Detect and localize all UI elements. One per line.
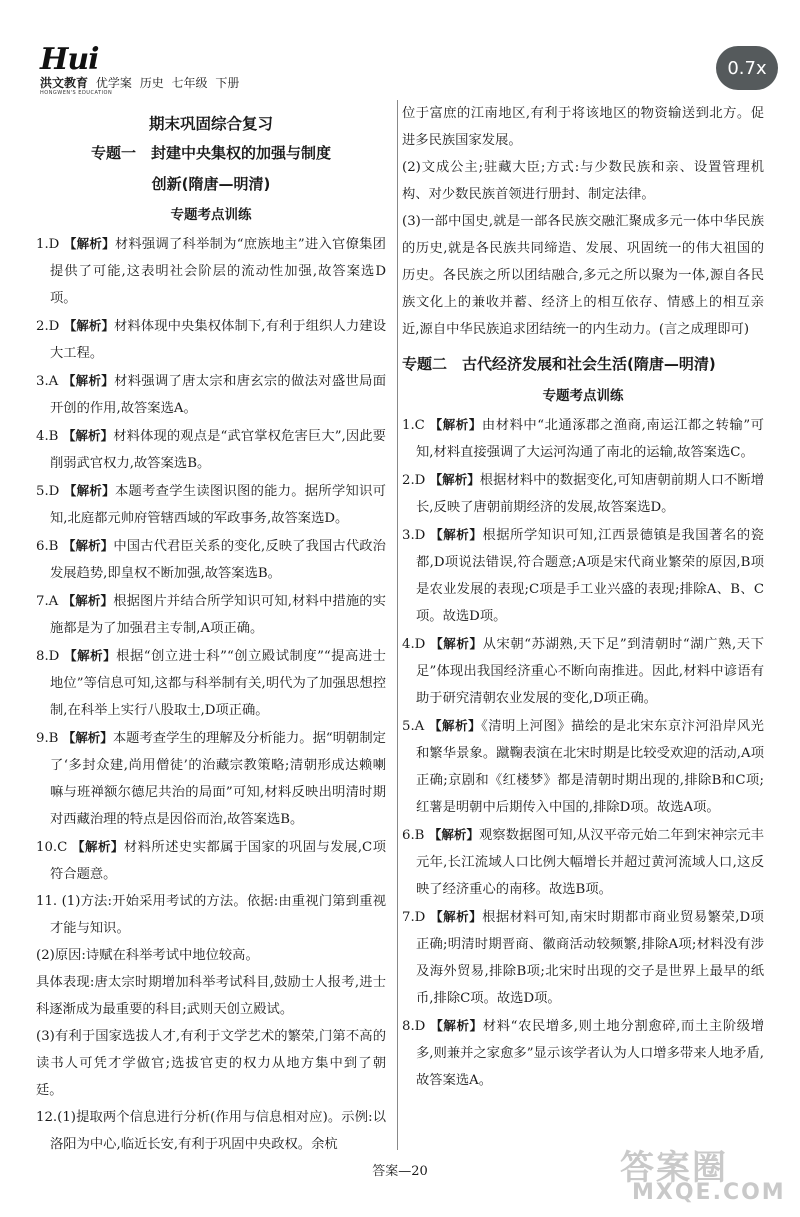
page-footer: 答案—20 <box>372 1164 428 1179</box>
answer-12-part1-cont: 位于富庶的江南地区,有利于将该地区的物资输送到北方。促进多民族国家发展。 <box>402 106 764 148</box>
left-answer-item <box>36 312 386 367</box>
analysis-tag: 【解析】 <box>63 483 115 498</box>
answer-number: 8.D <box>402 1019 426 1034</box>
answer-text: 从宋朝“苏湖熟,天下足”到清朝时“湖广熟,天下足”体现出我国经济重心不断向南推进。因此,材料中谚语有助于研究清朝农业发展的变化,D项正确。 <box>416 637 764 706</box>
analysis-tag: 【解析】 <box>430 527 483 542</box>
answer-number: 2.D <box>36 319 60 334</box>
answer-number: 9.B <box>36 731 59 746</box>
topic2-subtitle: 专题考点训练 <box>542 388 624 404</box>
analysis-tag: 【解析】 <box>430 636 483 651</box>
subject: 历史 <box>139 76 164 90</box>
right-column <box>402 100 764 1094</box>
topic1-title-line2: 创新(隋唐—明清) <box>151 175 271 193</box>
section-title: 期末巩固综合复习 <box>148 115 273 133</box>
answer-text: (1)方法:开始采用考试的方法。依据:由重视门第到重视才能与知识。 <box>50 894 386 936</box>
answer-number: 3.A <box>36 374 59 389</box>
analysis-tag: 【解析】 <box>63 236 115 251</box>
answer-text: 观察数据图可知,从汉平帝元始二年到宋神宗元丰元年,长江流域人口比例大幅增长并超过黄河流域人口,这反映了经济重心的南移。故选B项。 <box>416 828 764 897</box>
answer-text: 根据图片并结合所学知识可知,材料中措施的实施都是为了加强君主专制,A项正确。 <box>50 594 386 636</box>
answer-text: 材料所述史实都属于国家的巩固与发展,C项符合题意。 <box>50 840 386 882</box>
answer-number: 2.D <box>402 473 426 488</box>
answer-number: 8.D <box>36 649 60 664</box>
left-answer-item <box>36 367 386 422</box>
answer-number: 10.C <box>36 840 68 855</box>
left-answer-item <box>36 587 386 642</box>
analysis-tag: 【解析】 <box>62 730 113 745</box>
answer-number: 5.D <box>36 484 60 499</box>
answer-number: 3.D <box>402 528 426 543</box>
answer-number: 5.A <box>402 719 425 734</box>
left-answer-item <box>36 642 386 724</box>
column-divider <box>397 100 398 1150</box>
right-answer-item <box>402 521 764 630</box>
answer-12-part1: 12.(1)提取两个信息进行分析(作用与信息相对应)。示例:以洛阳为中心,临近长安,有利于巩固中央政权。余杭 <box>36 1110 386 1152</box>
answer-number: 1.D <box>36 237 60 252</box>
left-answer-item <box>36 888 386 942</box>
answer-text: 中国古代君臣关系的变化,反映了我国古代政治发展趋势,即皇权不断加强,故答案选B。 <box>50 539 386 581</box>
analysis-tag: 【解析】 <box>64 648 117 663</box>
right-answer-item <box>402 903 764 1012</box>
publisher-logo: Hui <box>40 42 99 77</box>
left-answer-item <box>36 532 386 587</box>
left-answer-item <box>36 833 386 888</box>
series-name: 优学案 <box>95 76 132 90</box>
analysis-tag: 【解析】 <box>430 909 483 924</box>
analysis-tag: 【解析】 <box>429 417 482 432</box>
page-header <box>40 42 340 98</box>
left-answer-list <box>36 230 386 942</box>
answer-text: 《清明上河图》描绘的是北宋东京汴河沿岸风光和繁华景象。蹴鞠表演在北宋时期是比较受欢迎的活动,A项正确;京剧和《红楼梦》都是清朝时期出现的,排除B和C项;红薯是明朝中后期传入中国的,排除D项。故选A项。 <box>416 719 764 815</box>
answer-11-part2: (2)原因:诗赋在科举考试中地位较高。 <box>36 948 259 963</box>
analysis-tag: 【解析】 <box>62 593 114 608</box>
topic1-title-line1: 专题一 封建中央集权的加强与制度 <box>90 144 331 162</box>
left-answer-item <box>36 230 386 312</box>
right-answer-item <box>402 712 764 821</box>
answer-text: 根据材料可知,南宋时期都市商业贸易繁荣,D项正确;明清时期晋商、徽商活动较频繁,排除A项;材料没有涉及海外贸易,排除B项;北宋时出现的交子是世界上最早的纸币,排除C项。故选D项。 <box>416 910 764 1006</box>
analysis-tag: 【解析】 <box>428 827 480 842</box>
answer-number: 11. <box>36 894 58 909</box>
grade: 七年级 <box>171 76 208 90</box>
analysis-tag: 【解析】 <box>430 1018 483 1033</box>
answer-number: 6.B <box>402 828 425 843</box>
answer-text: 本题考查学生读图识图的能力。据所学知识可知,北庭都元帅府管辖西域的军政事务,故答案选D。 <box>50 484 386 526</box>
left-answer-item <box>36 724 386 833</box>
topic2-title: 专题二 古代经济发展和社会生活(隋唐—明清) <box>402 355 716 373</box>
answer-text: 根据材料中的数据变化,可知唐朝前期人口不断增长,反映了唐朝前期经济的发展,故答案选D。 <box>416 473 764 515</box>
volume: 下册 <box>215 76 240 90</box>
right-answer-item <box>402 411 764 466</box>
book-title <box>40 74 243 91</box>
analysis-tag: 【解析】 <box>72 839 124 854</box>
right-answer-item <box>402 821 764 903</box>
answer-number: 1.C <box>402 418 425 433</box>
answer-11-part2-detail: 具体表现:唐太宗时期增加科举考试科目,鼓励士人报考,进士科逐渐成为最重要的科目;武则天创立殿试。 <box>36 975 386 1017</box>
answer-12-part3: (3)一部中国史,就是一部各民族交融汇聚成多元一体中华民族的历史,就是各民族共同缔造、发展、巩固统一的伟大祖国的历史。各民族之所以团结融合,多元之所以聚为一体,源自各民族文化上的兼收并蓄、经济上的相互依存、情感上的相互亲近,源自中华民族追求团结统一的内生动力。(言之成理即可) <box>402 214 764 337</box>
right-answer-list <box>402 411 764 1094</box>
answer-number: 4.D <box>402 637 426 652</box>
answer-text: 本题考查学生的理解及分析能力。据“明朝制定了‘多封众建,尚用僧徒’的治藏宗教策略;清朝形成达赖喇嘛与班禅额尔德尼共治的局面”可知,材料反映出明清时期对西藏治理的特点是因俗而治,故答案选B。 <box>50 731 386 827</box>
analysis-tag: 【解析】 <box>63 318 115 333</box>
answer-text: 材料强调了科举制为“庶族地主”进入官僚集团提供了可能,这表明社会阶层的流动性加强,故答案选D项。 <box>50 237 386 306</box>
analysis-tag: 【解析】 <box>62 373 115 388</box>
answer-text: 材料强调了唐太宗和唐玄宗的做法对盛世局面开创的作用,故答案选A。 <box>50 374 386 416</box>
left-answer-item <box>36 477 386 532</box>
watermark-url: MXQE.COM <box>632 1180 786 1205</box>
analysis-tag: 【解析】 <box>429 472 480 487</box>
answer-number: 4.B <box>36 429 59 444</box>
answer-number: 6.B <box>36 539 59 554</box>
left-column <box>36 100 386 1158</box>
answer-number: 7.A <box>36 594 59 609</box>
analysis-tag: 【解析】 <box>62 428 114 443</box>
answer-text: 由材料中“北通涿郡之渔商,南运江都之转输”可知,材料直接强调了大运河沟通了南北的运输,故答案选C。 <box>416 418 764 460</box>
watermark: 答案圈 <box>620 1148 728 1188</box>
answer-text: 根据“创立进士科”“创立殿试制度”“提高进士地位”等信息可知,这都与科举制有关,明代为了加强思想控制,在科举上实行八股取士,D项正确。 <box>50 649 386 718</box>
brand-english: HONGWEN'S EDUCATION <box>40 90 113 96</box>
analysis-tag: 【解析】 <box>429 718 482 733</box>
analysis-tag: 【解析】 <box>62 538 114 553</box>
answer-text: 材料“农民增多,则土地分割愈碎,而土主阶级增多,则兼并之家愈多”显示该学者认为人口增多带来人地矛盾,故答案选A。 <box>416 1019 764 1088</box>
answer-12-part2: (2)文成公主;驻藏大臣;方式:与少数民族和亲、设置管理机构、对少数民族首领进行册封、制定法律。 <box>402 160 764 202</box>
answer-11-part3: (3)有利于国家选拔人才,有利于文学艺术的繁荣,门第不高的读书人可凭才学做官;选拔官吏的权力从地方集中到了朝廷。 <box>36 1029 386 1098</box>
right-answer-item <box>402 1012 764 1094</box>
answer-text: 根据所学知识可知,江西景德镇是我国著名的瓷都,D项说法错误,符合题意;A项是宋代商业繁荣的原因,B项是农业发展的表现;C项是手工业兴盛的表现;排除A、B、C项。故选D项。 <box>416 528 764 624</box>
left-answer-item <box>36 422 386 477</box>
answer-text: 材料体现中央集权体制下,有利于组织人力建设大工程。 <box>50 319 386 361</box>
answer-text: 材料体现的观点是“武官掌权危害巨大”,因此要削弱武官权力,故答案选B。 <box>50 429 386 471</box>
right-answer-item <box>402 630 764 712</box>
brand-name: 洪文教育 <box>40 76 89 90</box>
topic1-subtitle: 专题考点训练 <box>170 207 252 223</box>
answer-number: 7.D <box>402 910 426 925</box>
zoom-indicator[interactable]: 0.7x <box>716 46 778 90</box>
right-answer-item <box>402 466 764 521</box>
